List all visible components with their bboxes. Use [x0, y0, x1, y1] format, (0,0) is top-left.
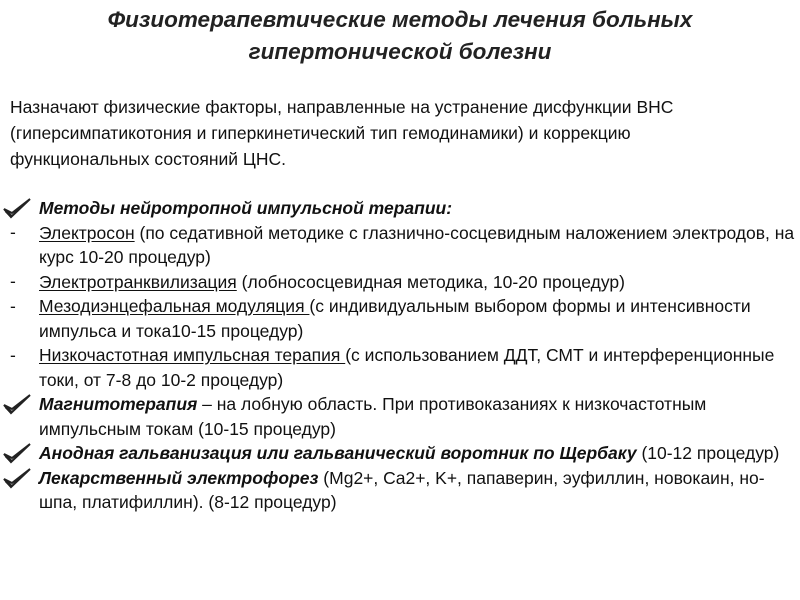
list-item: [0, 441, 800, 466]
item-text: – на лобную область. При противоказаниях к низкочастотным импульсным токам (10-15 процедур): [39, 394, 707, 439]
item-text: (по седативной методике с глазнично-сосцевидным наложением электродов, на курс 10-20 процедур): [39, 222, 795, 267]
item-bold-text: Методы нейротропной импульсной терапии:: [39, 198, 453, 218]
item-underlined-text: Мезодиэнцефальная модуляция: [39, 296, 310, 316]
checkmark-icon: [0, 467, 34, 489]
dash-marker: -: [10, 222, 16, 243]
item-text: (с использованием ДДТ, СМТ и интерференционные токи, от 7-8 до 10-2 процедур): [39, 345, 775, 390]
methods-list: [0, 196, 800, 515]
item-bold-text: Магнитотерапия: [39, 394, 198, 414]
checkmark-icon: [0, 393, 34, 415]
list-item: [0, 466, 800, 515]
item-underlined-text: Низкочастотная импульсная терапия: [39, 345, 346, 365]
slide-title: Физиотерапевтические методы лечения больных гипертонической болезни: [107, 7, 693, 64]
item-text: (лобнососцевидная методика, 10-20 процедур): [236, 271, 625, 292]
list-item: [0, 221, 800, 270]
item-text: (с индивидуальным выбором формы и интенсивности импульса и тока10-15 процедур): [39, 296, 751, 341]
dash-marker: -: [10, 271, 16, 292]
dash-marker: -: [10, 344, 16, 365]
item-text: (10-12 процедур): [636, 443, 780, 463]
list-item: [0, 196, 800, 221]
list-item: [0, 343, 800, 392]
checkmark-icon: [0, 197, 34, 219]
item-text: (Mg2+, Ca2+, K+, папаверин, эуфиллин, новокаин, но-шпа, платифиллин). (8-12 процедур): [39, 467, 765, 512]
item-underlined-text: Электросон: [39, 222, 135, 243]
dash-marker: -: [10, 295, 16, 316]
item-underlined-text: Электротранквилизация: [39, 271, 237, 292]
intro-paragraph: Назначают физические факторы, направленные на устранение дисфункции ВНС (гиперсимпатикотония и гиперкинетический тип гемодинамики) и коррекцию функциональных состояний ЦНС.: [10, 97, 674, 169]
list-item: [0, 270, 800, 295]
checkmark-icon: [0, 442, 34, 464]
item-bold-text: Анодная гальванизация или гальванический воротник по Щербаку: [39, 443, 637, 463]
list-item: [0, 294, 800, 343]
list-item: [0, 392, 800, 441]
item-bold-text: Лекарственный электрофорез: [39, 467, 319, 488]
